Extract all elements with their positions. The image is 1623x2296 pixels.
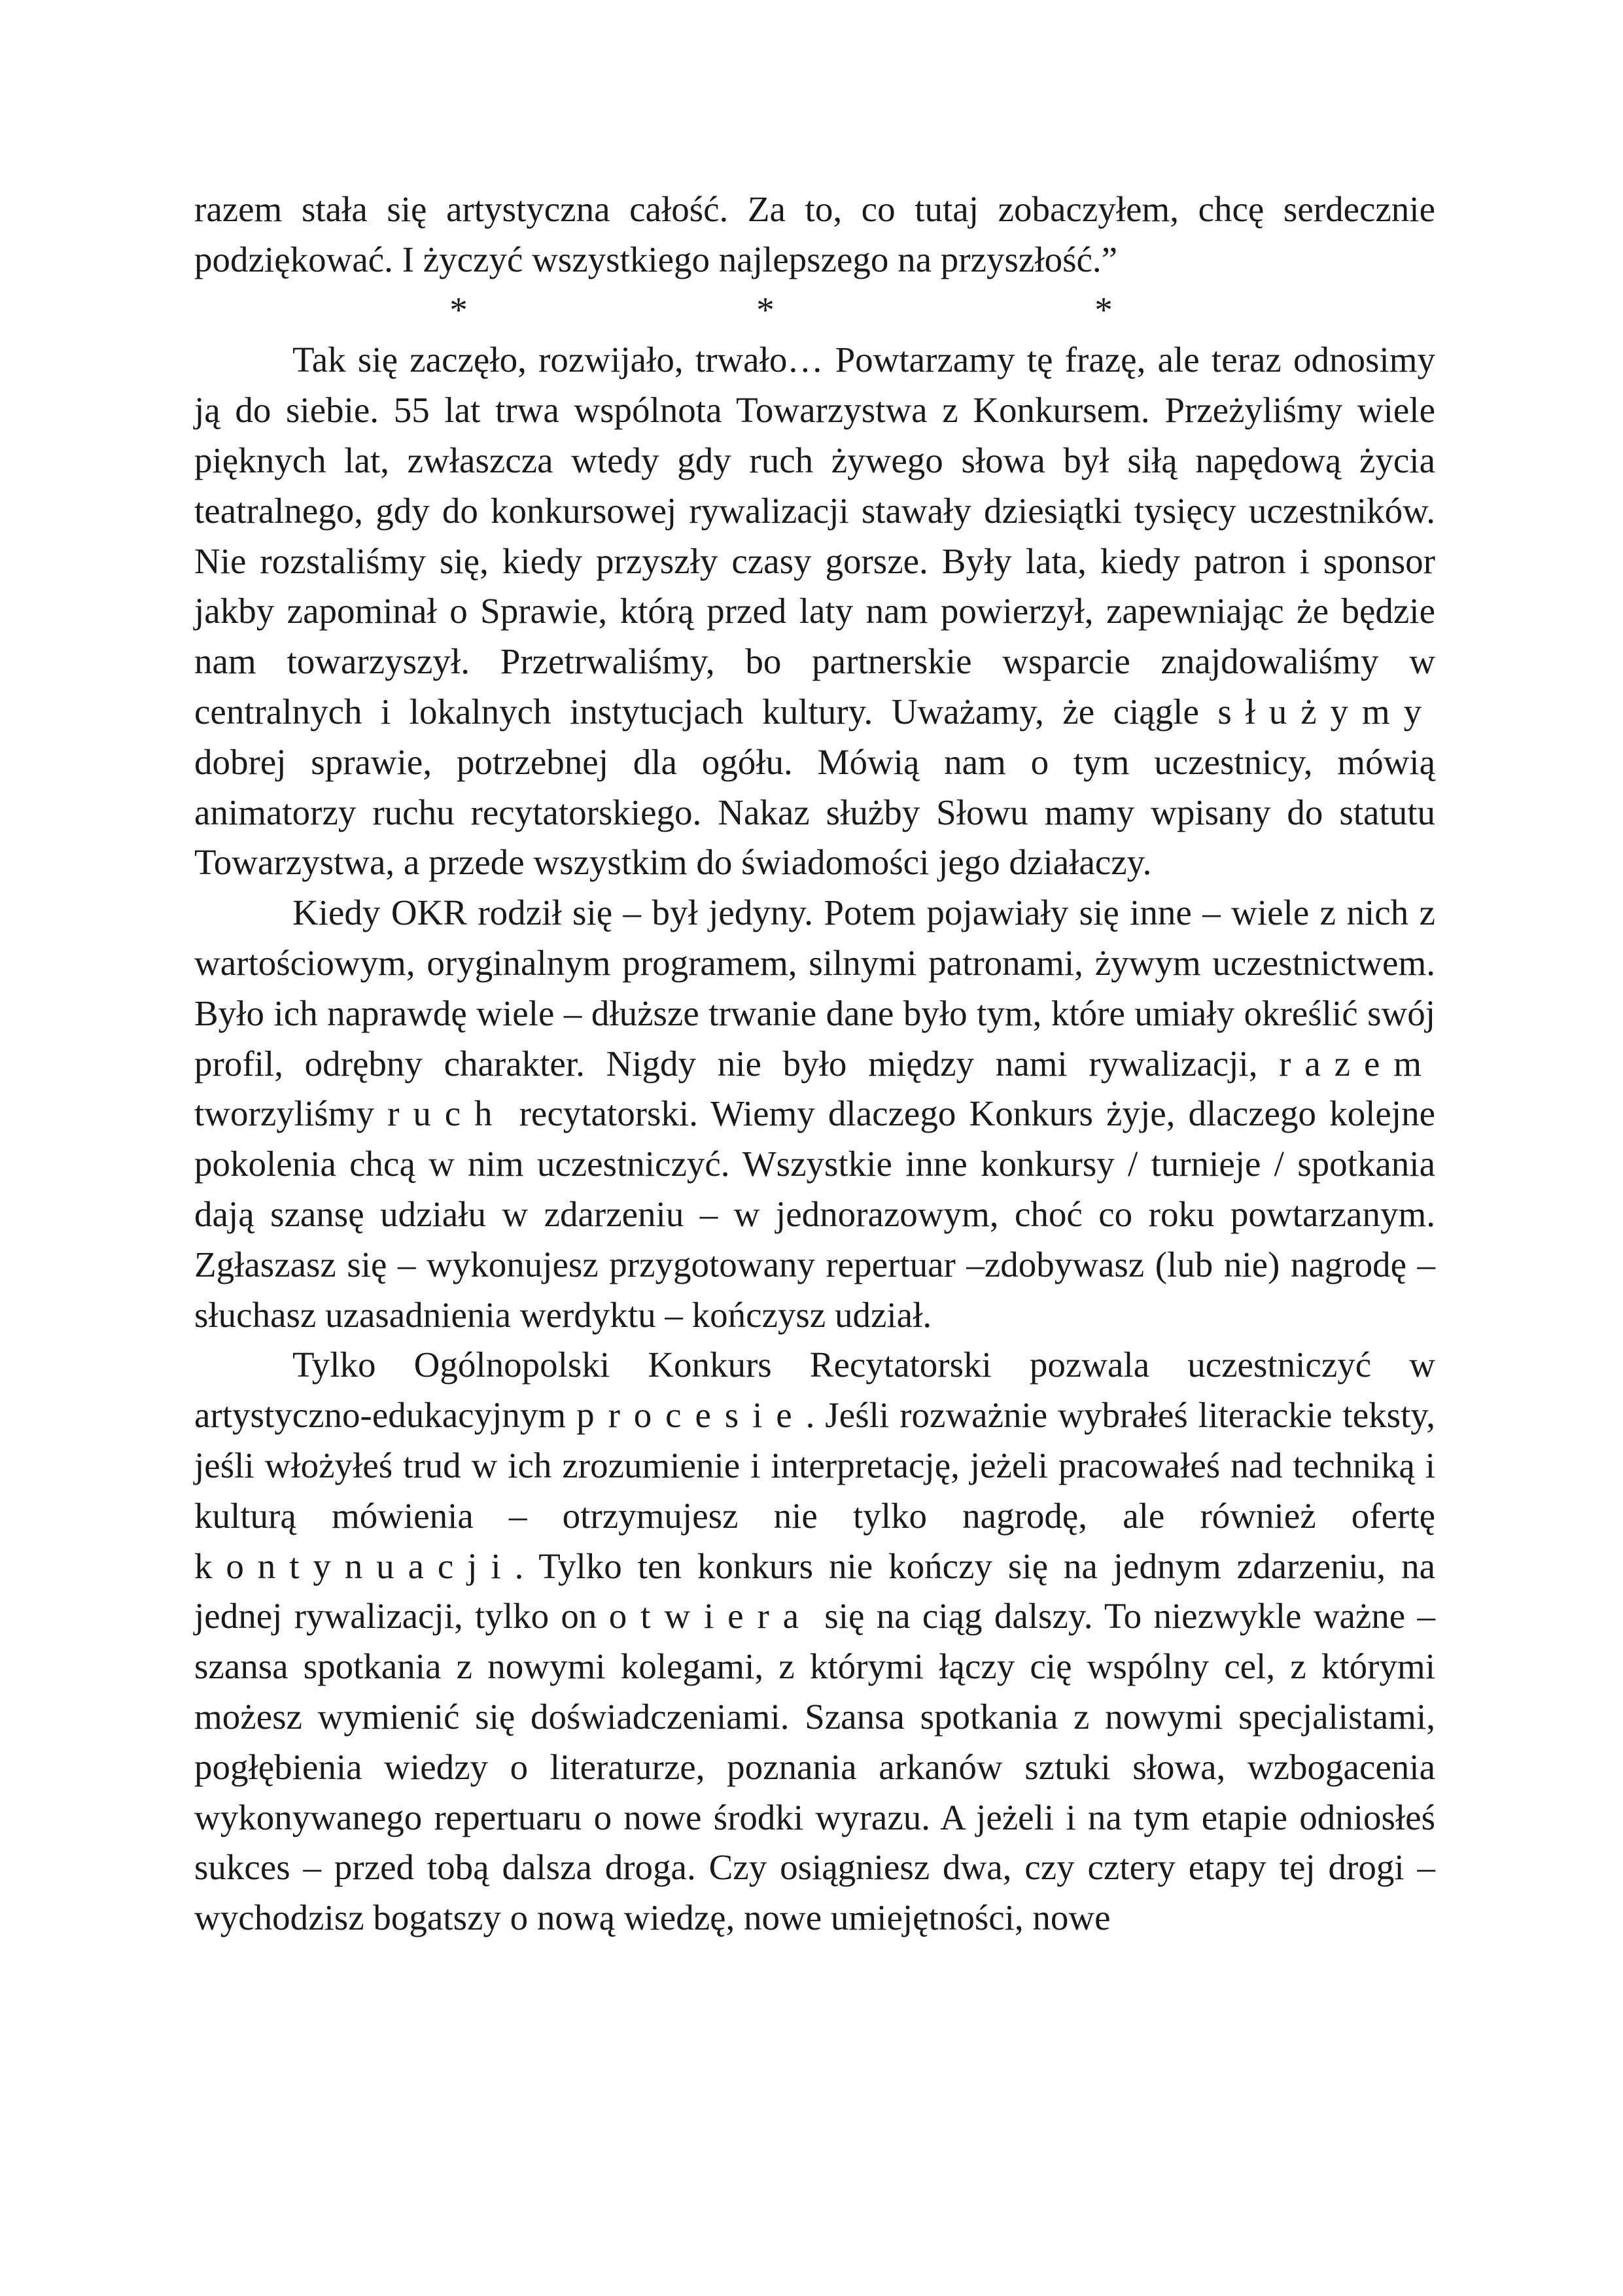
spaced-emphasis: służymy	[1217, 691, 1435, 732]
text-run: Tylko Ogólnopolski Konkurs Recytatorski pozwala uczestniczyć w artystyczno-edukacyjnym	[194, 1345, 1435, 1436]
separator-asterisk: *	[1094, 289, 1113, 330]
text-run: dobrej sprawie, potrzebnej dla ogółu. Mówią nam o tym uczestnicy, mówią animatorzy ruchu recytatorskiego. Nakaz służby Słowu mamy wpisany do statutu Towarzystwa, a przede wszystkim do świadomości jego działaczy.	[194, 741, 1435, 883]
separator-asterisk: *	[756, 289, 775, 330]
text-run: się na ciąg dalszy. To niezwykle ważne – szansa spotkania z nowymi kolegami, z którymi łączy cię wspólny cel, z którymi możesz wymienić się doświadczeniami. Szansa spotkania z nowymi specjalistami, pogłębienia wiedzy o literaturze, poznania arkanów sztuki słowa, wzbogacenia wykonywanego repertuaru o nowe środki wyrazu. A jeżeli i na tym etapie odniosłeś sukces – przed tobą dalsza droga. Czy osiągniesz dwa, czy cztery etapy tej drogi – wychodzisz bogatszy o nową wiedzę, nowe umiejętności, nowe	[194, 1596, 1435, 1938]
text-run: tworzyliśmy	[194, 1093, 388, 1134]
separator-asterisk: *	[449, 289, 468, 330]
spaced-emphasis: razem	[1279, 1043, 1435, 1084]
text-run: . Jeśli rozważnie wybrałeś literackie teksty, jeśli włożyłeś trud w ich zrozumienie i interpretację, jeżeli pracowałeś nad techniką i kulturą mówienia – otrzymujesz nie tylko nagrodę, ale również ofertę	[194, 1395, 1435, 1536]
document-page	[194, 185, 1435, 1943]
spaced-emphasis: procesie	[576, 1395, 806, 1436]
paragraph-community	[194, 335, 1435, 888]
text-run: Tak się zaczęło, rozwijało, trwało… Powtarzamy tę frazę, ale teraz odnosimy ją do siebie. 55 lat trwa wspólnota Towarzystwa z Konkursem. Przeżyliśmy wiele pięknych lat, zwłaszcza wtedy gdy ruch żywego słowa był siłą napędową życia teatralnego, gdy do konkursowej rywalizacji stawały dziesiątki tysięcy uczestników. Nie rozstaliśmy się, kiedy przyszły czasy gorsze. Były lata, kiedy patron i sponsor jakby zapominał o Sprawie, którą przed laty nam powierzył, zapewniając że będzie nam towarzyszył. Przetrwaliśmy, bo partnerskie wsparcie znajdowaliśmy w centralnych i lokalnych instytucjach kultury. Uważamy, że ciągle	[194, 340, 1435, 732]
text-run: . Tylko ten konkurs nie kończy się na jednym zdarzeniu, na jednej rywalizacji, tylko on	[194, 1545, 1435, 1636]
spaced-emphasis: ruch	[387, 1093, 506, 1134]
paragraph-closing-quote	[194, 185, 1435, 285]
text-run: recytatorski. Wiemy dlaczego Konkurs żyje, dlaczego kolejne pokolenia chcą w nim uczestniczyć. Wszystkie inne konkursy / turnieje / spotkania dają szansę udziału w zdarzeniu – w jednorazowym, choć co roku powtarzanym. Zgłaszasz się – wykonujesz przygotowany repertuar –zdobywasz (lub nie) nagrodę – słuchasz uzasadnienia werdyktu – kończysz udział.	[194, 1093, 1435, 1335]
section-separator	[194, 285, 1435, 336]
paragraph-process	[194, 1340, 1435, 1943]
spaced-emphasis: otwiera	[608, 1596, 812, 1636]
spaced-emphasis: kontynuacji	[194, 1545, 515, 1586]
paragraph-okr-history	[194, 888, 1435, 1340]
text-run: Kiedy OKR rodził się – był jedyny. Potem pojawiały się inne – wiele z nich z wartościowym, oryginalnym programem, silnymi patronami, żywym uczestnictwem. Było ich naprawdę wiele – dłuższe trwanie dane było tym, które umiały określić swój profil, odrębny charakter. Nigdy nie było między nami rywalizacji,	[194, 892, 1435, 1084]
text-run: razem stała się artystyczna całość. Za to, co tutaj zobaczyłem, chcę serdecznie podziękować. I życzyć wszystkiego najlepszego na przyszłość.”	[194, 189, 1435, 279]
